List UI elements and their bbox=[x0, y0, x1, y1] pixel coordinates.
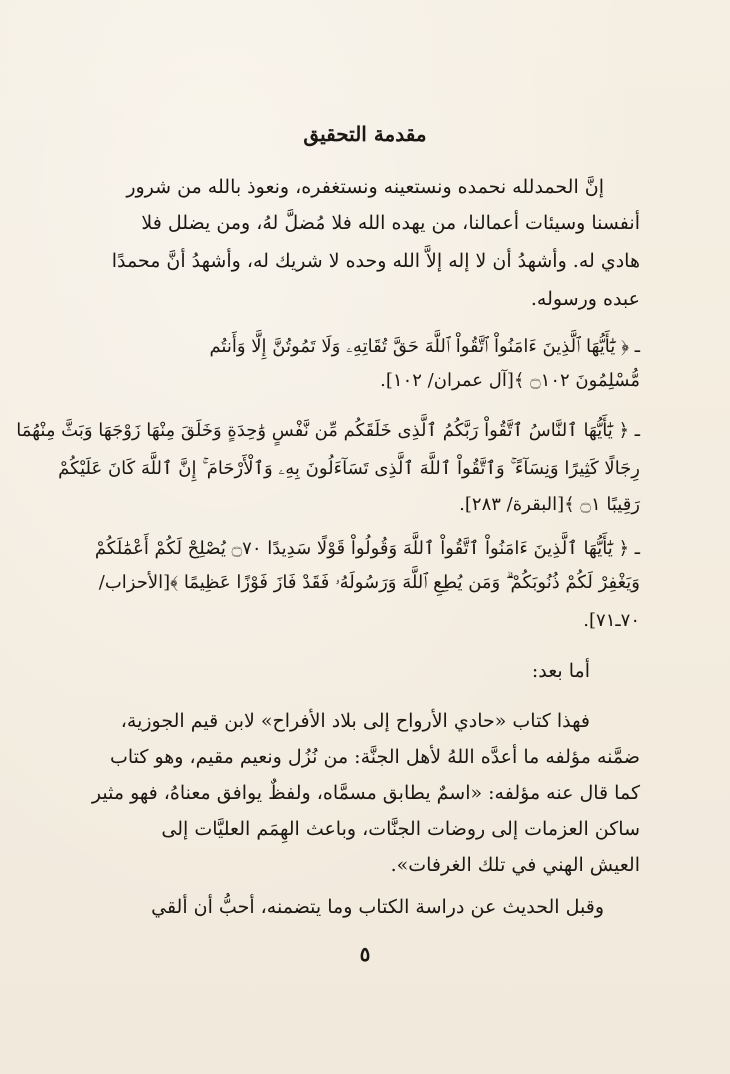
continuation-line: وقبل الحديث عن دراسة الكتاب وما يتضمنه، أحبُّ أن ألقي bbox=[151, 896, 604, 918]
verse3-line-2: وَيَغْفِرْ لَكُمْ ذُنُوبَكُمْ ۗ وَمَن يُطِعِ ٱللَّهَ وَرَسُولَهُۥ فَقَدْ فَازَ فَوْزًا عَظِيمًا ﴾[الأحزاب/ bbox=[98, 572, 640, 593]
body-line-1: فهذا كتاب «حادي الأرواح إلى بلاد الأفراح» لابن قيم الجوزية، bbox=[120, 710, 590, 732]
verse-al-imran bbox=[92, 330, 640, 398]
amma-baad-text: أما بعد: bbox=[531, 660, 590, 682]
amma-baad bbox=[92, 654, 640, 688]
body-line-5: العيش الهني في تلك الغرفات». bbox=[390, 854, 640, 876]
body-line-3: كما قال عنه مؤلفه: «اسمٌ يطابق مسمَّاه، ولفظٌ يوافق معناهُ، فهو مثير bbox=[91, 782, 640, 804]
verse-al-ahzab bbox=[92, 532, 640, 638]
intro-line-4: عبده ورسوله. bbox=[530, 288, 640, 310]
verse2-line-1: ـ ﴿ يَٰٓأَيُّهَا ٱلنَّاسُ ٱتَّقُواْ رَبَّكُمُ ٱلَّذِى خَلَقَكُم مِّن نَّفْسٍ وَٰحِدَةٍ وَخَلَقَ مِنْهَا زَوْجَهَا وَبَثَّ مِنْهُمَا bbox=[16, 420, 640, 441]
body-line-2: ضمَّنه مؤلفه ما أعدَّه اللهُ لأهل الجنَّة: من نُزُل ونعيم مقيم، وهو كتاب bbox=[109, 746, 640, 768]
page-number: ٥ bbox=[359, 942, 371, 966]
body-line-4: ساكن العزمات إلى روضات الجنَّات، وباعث الهِمَم العليَّات إلى bbox=[161, 818, 640, 840]
continuation-paragraph bbox=[92, 890, 640, 924]
verse3-line-3: ٧٠ـ٧١]. bbox=[583, 610, 640, 631]
intro-paragraph bbox=[92, 170, 640, 316]
intro-line-1: إنَّ الحمدلله نحمده ونستعينه ونستغفره، ونعوذ بالله من شرور bbox=[126, 176, 604, 198]
verse1-line-2: مُّسْلِمُونَ ۝١٠٢ ﴾[آل عمران/ ١٠٢]. bbox=[380, 370, 640, 391]
intro-line-2: أنفسنا وسيئات أعمالنا، من يهده الله فلا مُضلَّ لهُ، ومن يضلل فلا bbox=[141, 212, 640, 234]
verse1-line-1: ـ ﴿ يَٰٓأَيُّهَا ٱلَّذِينَ ءَامَنُواْ ٱتَّقُواْ ٱللَّهَ حَقَّ تُقَاتِهِۦ وَلَا تَمُوتُنَّ إِلَّا وَأَنتُم bbox=[209, 336, 640, 357]
verse2-line-3: رَقِيبًا ۝١ ﴾[البقرة/ ٢٨٣]. bbox=[459, 494, 640, 515]
verse3-line-1: ـ ﴿ يَٰٓأَيُّهَا ٱلَّذِينَ ءَامَنُواْ ٱتَّقُواْ ٱللَّهَ وَقُولُواْ قَوْلًا سَدِيدًا ۝٧٠ يُصْلِحْ لَكُمْ أَعْمَٰلَكُمْ bbox=[94, 538, 640, 559]
verse2-line-2: رِجَالًا كَثِيرًا وَنِسَآءً ۚ وَٱتَّقُواْ ٱللَّهَ ٱلَّذِى تَسَآءَلُونَ بِهِۦ وَٱلْأَرْحَامَ ۚ إِنَّ ٱللَّهَ كَانَ عَلَيْكُمْ bbox=[58, 458, 640, 479]
page-title: مقدمة التحقيق bbox=[303, 122, 427, 146]
intro-line-3: هادي له. وأشهدُ أن لا إله إلاَّ الله وحده لا شريك له، وأشهدُ أنَّ محمدًا bbox=[111, 250, 640, 272]
verse-an-nisa bbox=[16, 414, 640, 522]
body-paragraph bbox=[92, 704, 640, 882]
